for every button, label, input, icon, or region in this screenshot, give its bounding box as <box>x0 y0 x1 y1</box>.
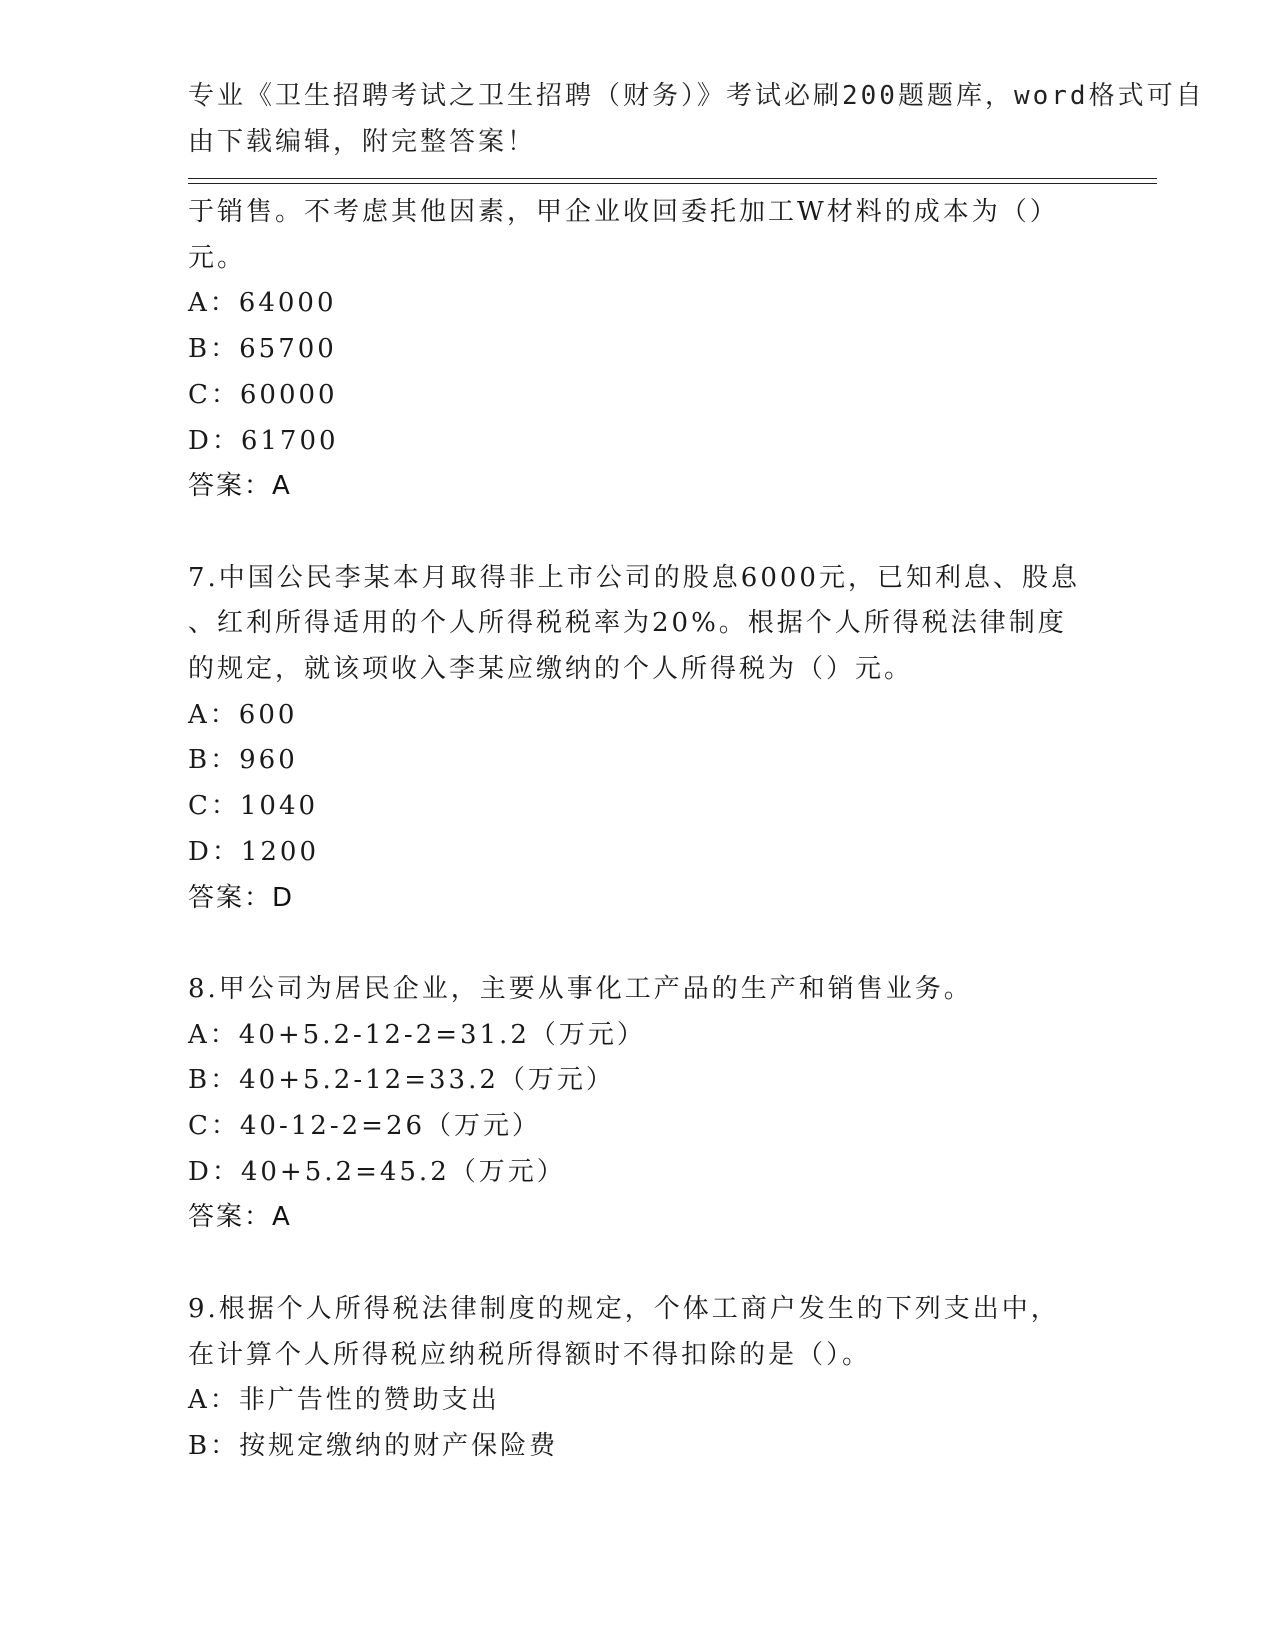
option-b: B：40+5.2-12=33.2（万元） <box>188 1065 615 1096</box>
document-body <box>188 190 1088 1470</box>
option-a: A：64000 <box>188 288 337 319</box>
option-b: B：65700 <box>188 334 337 365</box>
document-header <box>188 74 1205 165</box>
option-c: C：60000 <box>188 379 338 410</box>
question-stem-line: 的规定，就该项收入李某应缴纳的个人所得税为（）元。 <box>188 654 914 685</box>
question-8 <box>188 967 1088 1241</box>
question-7 <box>188 556 1088 922</box>
option-b: B：960 <box>188 745 298 776</box>
answer-line: 答案：A <box>188 471 292 502</box>
option-b: B：按规定缴纳的财产保险费 <box>188 1430 559 1461</box>
option-d: D：40+5.2=45.2（万元） <box>188 1156 566 1187</box>
header-divider-top <box>188 178 1157 179</box>
question-stem-line: 于销售。不考虑其他因素，甲企业收回委托加工W材料的成本为（） <box>188 197 1059 227</box>
option-d: D：61700 <box>188 425 339 456</box>
option-c: C：40-12-2=26（万元） <box>188 1111 542 1142</box>
option-a: A：600 <box>188 699 298 730</box>
spacer <box>188 1241 1088 1287</box>
option-a: A：40+5.2-12-2=31.2（万元） <box>188 1019 646 1050</box>
option-c: C：1040 <box>188 791 319 822</box>
option-d: D：1200 <box>188 836 320 867</box>
question-stem-line: 在计算个人所得税应纳税所得额时不得扣除的是（）。 <box>188 1339 872 1370</box>
question-9 <box>188 1287 1088 1470</box>
header-line-1: 专业《卫生招聘考试之卫生招聘（财务）》考试必刷200题题库，word格式可自 <box>188 81 1205 111</box>
answer-line: 答案：D <box>188 882 295 913</box>
option-a: A：非广告性的赞助支出 <box>188 1385 500 1416</box>
question-stem-line: 7.中国公民李某本月取得非上市公司的股息6000元，已知利息、股息 <box>188 562 1080 593</box>
question-6-continuation <box>188 190 1088 510</box>
spacer <box>188 921 1088 967</box>
header-line-2: 由下载编辑，附完整答案！ <box>188 126 537 157</box>
spacer <box>188 510 1088 556</box>
answer-line: 答案：A <box>188 1202 292 1233</box>
question-stem-line: 元。 <box>188 242 247 273</box>
question-stem-line: 、红利所得适用的个人所得税税率为20%。根据个人所得税法律制度 <box>188 608 1067 639</box>
header-divider-bottom <box>188 183 1157 184</box>
question-stem-line: 8.甲公司为居民企业，主要从事化工产品的生产和销售业务。 <box>188 973 973 1004</box>
question-stem-line: 9.根据个人所得税法律制度的规定，个体工商户发生的下列支出中， <box>188 1293 1060 1324</box>
